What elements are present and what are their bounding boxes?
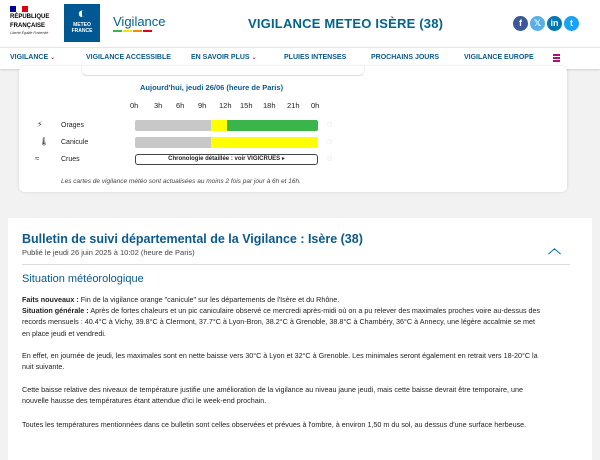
hour-label: 3h — [154, 101, 163, 110]
vigicrues-link-button[interactable]: Chronologie détaillée : voir VIGICRUES ▸ — [135, 154, 318, 165]
paragraph-baisse: Cette baisse relative des niveaux de température justifie une amélioration de la vigilance au niveau jaune jeudi, mais cette baisse devrait être temporaire, une nouvelle hausse des températures étant attendue d'ici le week-end prochain. — [22, 385, 524, 406]
paragraph-faits-nouveaux — [22, 294, 542, 305]
bulletin-title: Bulletin de suivi départemental de la Vigilance : Isère (38) — [22, 232, 363, 246]
hour-label: 15h — [240, 101, 253, 110]
nav-item-label: PROCHAINS JOURS — [371, 54, 440, 61]
hidden-eye-icon[interactable]: ◌ — [327, 136, 333, 146]
nav-item-label: VIGILANCE ACCESSIBLE — [86, 54, 171, 61]
nav-item-label: PLUIES INTENSES — [284, 54, 347, 61]
gov-name-line1: RÉPUBLIQUE — [10, 14, 50, 20]
timeline-segment-jaune — [211, 120, 226, 131]
site-header — [0, 0, 600, 47]
paragraph-situation-generale — [22, 305, 542, 339]
divider — [22, 264, 570, 265]
hidden-eye-icon[interactable]: ◌ — [327, 153, 333, 163]
waves-icon: ≈ — [35, 154, 40, 163]
facebook-icon[interactable]: f — [513, 16, 528, 31]
faits-nouveaux-label: Faits nouveaux : — [22, 295, 79, 304]
gov-motto: Liberté Égalité Fraternité — [10, 31, 49, 35]
hour-label: 12h — [219, 101, 232, 110]
meteo-france-emblem-icon: ◐ — [77, 5, 87, 22]
hour-label: 9h — [198, 101, 207, 110]
x-icon[interactable]: 𝕏 — [530, 16, 545, 31]
row-label-canicule: Canicule — [61, 139, 89, 146]
bulletin-date: Publié le jeudi 26 juin 2025 à 10:02 (heure de Paris) — [22, 248, 195, 257]
nav-item-label: VIGILANCE — [10, 54, 49, 61]
hour-label: 6h — [176, 101, 185, 110]
meteo-france-line1: METEO — [73, 22, 91, 28]
hour-label: 21h — [287, 101, 300, 110]
twitter-icon[interactable]: t — [564, 16, 579, 31]
lightning-icon: ⚡ — [37, 120, 43, 129]
timeline-segment-jaune — [211, 137, 318, 148]
meteo-france-logo[interactable] — [64, 4, 100, 42]
chevron-down-icon: ⌄ — [50, 55, 56, 61]
situation-generale-label: Situation générale : — [22, 306, 89, 315]
linkedin-icon[interactable]: in — [547, 16, 562, 31]
paragraph-en-effet: En effet, en journée de jeudi, les maximales sont en nette baisse vers 30°C à Lyon et 32°C à Grenoble. Les minimales seront également en retrait vers 18-20°C la nuit suivante. — [22, 351, 538, 372]
day-tab-panel — [81, 66, 365, 76]
timeline-segment-vert-gris — [135, 120, 211, 131]
nav-item-prochains-jours[interactable] — [371, 54, 439, 61]
page-title: VIGILANCE METEO ISÈRE (38) — [248, 16, 444, 31]
hour-label: 0h — [130, 101, 139, 110]
orages-timeline-bar — [135, 120, 318, 131]
french-flag-icon — [10, 6, 28, 12]
vigilance-brand[interactable]: Vigilance — [113, 14, 166, 29]
collapse-chevron-icon[interactable]: ︿ — [548, 241, 562, 256]
republique-francaise-logo[interactable] — [10, 6, 50, 35]
situation-generale-text: Après de fortes chaleurs et un pic caniculaire observé ce mercredi après-midi où on a pu relever des maximales proches voire au-dessus des records mensuels : 40.4°C à Vichy, 39.8°C à Clermont, 37.7°C à Lyon-Bron, 38.2°C à Grenoble, 38.8°C à Chambéry, 36°C à Annecy, une légère accalmie se met en place jeudi et vendredi. — [22, 306, 541, 338]
gov-name-line2: FRANÇAISE — [10, 22, 46, 29]
paragraph-temperatures: Toutes les températures mentionnées dans ce bulletin sont celles observées et prévues à l'ombre, à environ 1,50 m du sol, au dessus d'une surface herbeuse. — [22, 420, 527, 429]
menu-icon[interactable] — [553, 54, 560, 63]
meteo-france-line2: FRANCE — [71, 27, 93, 34]
update-note: Les cartes de vigilance météo sont actualisées au moins 2 fois par jour à 6h et 16h. — [61, 178, 301, 185]
nav-item-label: EN SAVOIR PLUS — [191, 54, 250, 61]
hour-label: 18h — [263, 101, 276, 110]
nav-item-label: VIGILANCE EUROPE — [464, 54, 534, 61]
row-label-orages: Orages — [61, 122, 84, 129]
chevron-down-icon: ⌄ — [251, 55, 257, 61]
nav-item-vigilance-europe[interactable] — [464, 54, 534, 61]
timeline-segment-vert — [227, 120, 319, 131]
timeline-segment-gris — [135, 137, 211, 148]
faits-nouveaux-text: Fin de la vigilance orange "canicule" sur les départements de l'Isère et du Rhône. — [80, 295, 340, 304]
nav-item-vigilance-accessible[interactable] — [86, 54, 171, 61]
section-subtitle: Situation météorologique — [22, 273, 144, 285]
nav-item-vigilance[interactable] — [10, 54, 55, 61]
hour-label: 0h — [311, 101, 320, 110]
vigilance-color-bars — [113, 30, 152, 32]
thermometer-icon: 🌡 — [39, 137, 50, 146]
row-label-crues: Crues — [61, 156, 80, 163]
canicule-timeline-bar — [135, 137, 318, 148]
hidden-eye-icon[interactable]: ◌ — [327, 119, 333, 129]
nav-item-pluies-intenses[interactable] — [284, 54, 346, 61]
nav-item-en-savoir-plus[interactable] — [191, 54, 257, 61]
day-title: Aujourd'hui, jeudi 26/06 (heure de Paris) — [140, 83, 284, 92]
